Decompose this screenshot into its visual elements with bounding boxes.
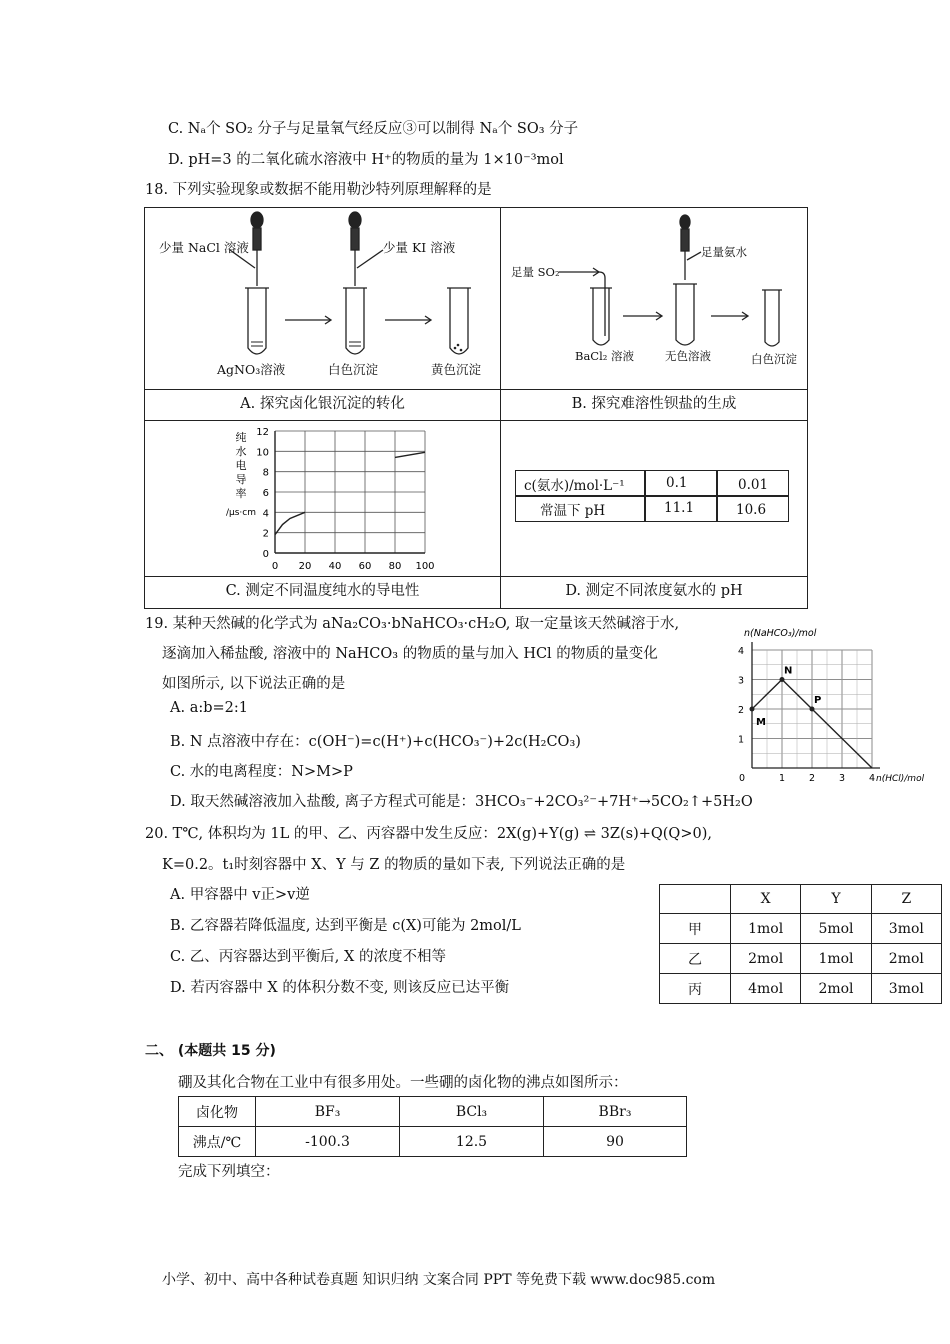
q20-stem-1: 20. T℃, 体积均为 1L 的甲、乙、丙容器中发生反应：2X(g)+Y(g) ⇌ 3Z(s)+Q(Q>0), — [145, 826, 712, 842]
x-tick-label: 60 — [358, 561, 372, 572]
bp-th-3: BBr₃ — [544, 1097, 687, 1127]
q20-cell: 2mol — [731, 944, 801, 974]
q19-option-a: A. a:b=2:1 — [170, 700, 248, 716]
q20-cell: 3mol — [871, 914, 941, 944]
q20-option-a: A. 甲容器中 v正>v逆 — [170, 887, 310, 903]
point-N — [780, 677, 785, 682]
x-tick-label: 3 — [838, 773, 846, 782]
y-tick-label: 4 — [262, 508, 269, 520]
y-tick-label: 10 — [256, 447, 269, 459]
bp-th-0: 卤化物 — [179, 1097, 256, 1127]
point-label-P: P — [814, 695, 822, 706]
q20-option-d: D. 若丙容器中 X 的体积分数不变, 则该反应已达平衡 — [170, 980, 510, 996]
q20-cell: 2mol — [871, 944, 941, 974]
point-P — [810, 707, 815, 712]
label-ki: 少量 KI 溶液 — [383, 240, 456, 255]
bp-th-2: BCl₃ — [400, 1097, 544, 1127]
label-white-precipitate: 白色沉淀 — [328, 362, 379, 377]
q20-cell: 4mol — [731, 974, 801, 1004]
x-tick-label: 0 — [738, 773, 746, 782]
q20-cell: 乙 — [660, 944, 731, 974]
y-tick-label: 3 — [737, 675, 744, 687]
q20-th-1: X — [731, 885, 801, 914]
y-axis-unit: /μs·cm — [225, 508, 257, 518]
q19-option-b: B. N 点溶液中存在：c(OH⁻)=c(H⁺)+c(HCO₃⁻)+2c(H₂CO₃) — [170, 734, 581, 750]
q20-option-c: C. 乙、丙容器达到平衡后, X 的浓度不相等 — [170, 949, 446, 965]
label-nh3: 足量氨水 — [701, 245, 747, 259]
x-axis-label: n(HCl)/mol — [876, 774, 925, 782]
x-axis-label — [293, 575, 328, 576]
y-tick-label: 8 — [262, 467, 269, 479]
y-axis-label-char: 纯 — [235, 431, 247, 444]
y-tick-label: 12 — [256, 427, 269, 438]
label-yellow-precipitate: 黄色沉淀 — [431, 362, 482, 377]
q20-cell: 1mol — [801, 944, 871, 974]
q20-option-b: B. 乙容器若降低温度, 达到平衡是 c(X)可能为 2mol/L — [170, 918, 521, 934]
series-line-low — [275, 512, 305, 534]
bp-cell: -100.3 — [256, 1127, 400, 1157]
boiling-point-table — [178, 1096, 687, 1157]
ph-table-row1-v1: 0.1 — [666, 475, 688, 491]
x-tick-label: 2 — [808, 773, 816, 782]
conductivity-chart — [145, 421, 500, 576]
part2-intro: 硼及其化合物在工业中有很多用处。一些硼的卤化物的沸点如图所示： — [178, 1075, 628, 1091]
x-tick-label: 4 — [868, 773, 876, 782]
part2-fill-prompt: 完成下列填空： — [178, 1164, 280, 1180]
q18-stem: 18. 下列实验现象或数据不能用勒沙特列原理解释的是 — [145, 182, 492, 198]
q17-option-d: D. pH=3 的二氧化硫水溶液中 H⁺的物质的量为 1×10⁻³mol — [168, 152, 564, 168]
label-nacl: 少量 NaCl 溶液 — [159, 240, 249, 255]
q20-th-0 — [660, 885, 731, 914]
x-tick-label: 40 — [328, 561, 342, 572]
q20-table — [659, 884, 942, 1004]
part2-title: 二、 (本题共 15 分) — [145, 1043, 276, 1059]
label-so2: 足量 SO₂ — [511, 265, 560, 279]
point-label-M: M — [756, 717, 766, 728]
q19-stem-2: 逐滴加入稀盐酸, 溶液中的 NaHCO₃ 的物质的量与加入 HCl 的物质的量变化 — [162, 646, 658, 662]
series-line-high — [395, 452, 425, 457]
q19-option-c: C. 水的电离程度：N>M>P — [170, 764, 353, 780]
q19-option-d: D. 取天然碱溶液加入盐酸, 离子方程式可能是：3HCO₃⁻+2CO₃²⁻+7H⁺→5CO₂↑+5H₂O — [170, 794, 753, 810]
q18-figure-grid — [144, 207, 808, 609]
q17-option-c: C. Nₐ个 SO₂ 分子与足量氧气经反应③可以制得 Nₐ个 SO₃ 分子 — [168, 121, 579, 137]
panel-a-caption: A. 探究卤化银沉淀的转化 — [240, 396, 405, 412]
x-tick-label: 80 — [388, 561, 402, 572]
y-axis-label-char: 率 — [235, 487, 247, 500]
nahco3-hcl-chart — [730, 622, 935, 782]
y-axis-label: n(NaHCO₃)/mol — [744, 628, 817, 639]
bp-cell: 90 — [544, 1127, 687, 1157]
panel-d-caption: D. 测定不同浓度氨水的 pH — [565, 583, 743, 599]
bp-cell: 沸点/℃ — [179, 1127, 256, 1157]
bp-th-1: BF₃ — [256, 1097, 400, 1127]
ammonia-ph-table — [515, 470, 789, 522]
q20-th-2: Y — [801, 885, 871, 914]
ph-table-row2-v1: 11.1 — [664, 500, 695, 516]
x-tick-label: 100 — [415, 561, 435, 572]
panel-b-caption: B. 探究难溶性钡盐的生成 — [571, 396, 737, 412]
point-M — [750, 707, 755, 712]
bp-cell: 12.5 — [400, 1127, 544, 1157]
q20-cell: 1mol — [731, 914, 801, 944]
x-tick-label: 0 — [271, 561, 279, 572]
y-tick-label: 0 — [262, 549, 269, 560]
q19-stem-3: 如图所示, 以下说法正确的是 — [162, 676, 346, 692]
ph-table-row2-v2: 10.6 — [736, 502, 767, 518]
label-white-b: 白色沉淀 — [751, 352, 797, 366]
q20-cell: 2mol — [801, 974, 871, 1004]
label-agno3: AgNO₃溶液 — [217, 362, 286, 377]
x-tick-label: 1 — [778, 773, 786, 782]
footer-text: 小学、初中、高中各种试卷真题 知识归纳 文案合同 PPT 等免费下载 www.doc985.com — [162, 1272, 716, 1288]
x-tick-label: 20 — [298, 561, 312, 572]
y-axis-label-char: 电 — [235, 459, 247, 472]
y-axis-label-char: 水 — [235, 445, 247, 458]
q20-cell: 甲 — [660, 914, 731, 944]
label-bacl2: BaCl₂ 溶液 — [575, 349, 635, 363]
y-tick-label: 2 — [737, 705, 744, 716]
ph-table-row1-v2: 0.01 — [738, 477, 769, 493]
panel-c-caption: C. 测定不同温度纯水的导电性 — [225, 583, 420, 599]
q20-cell: 3mol — [871, 974, 941, 1004]
q20-cell: 丙 — [660, 974, 731, 1004]
q20-th-3: Z — [871, 885, 941, 914]
q20-stem-2: K=0.2。t₁时刻容器中 X、Y 与 Z 的物质的量如下表, 下列说法正确的是 — [162, 857, 626, 873]
point-label-N: N — [784, 665, 793, 677]
ph-table-row2-label: 常温下 pH — [540, 503, 606, 519]
y-axis-label-char: 导 — [235, 473, 247, 486]
y-tick-label: 2 — [262, 528, 269, 540]
y-tick-label: 4 — [737, 646, 744, 657]
y-tick-label: 1 — [737, 734, 744, 746]
q20-cell: 5mol — [801, 914, 871, 944]
y-tick-label: 6 — [262, 488, 269, 499]
label-colorless: 无色溶液 — [665, 349, 711, 363]
q19-stem-1: 19. 某种天然碱的化学式为 aNa₂CO₃·bNaHCO₃·cH₂O, 取一定量该天然碱溶于水, — [145, 616, 680, 632]
ph-table-row1-label: c(氨水)/mol·L⁻¹ — [524, 478, 625, 494]
